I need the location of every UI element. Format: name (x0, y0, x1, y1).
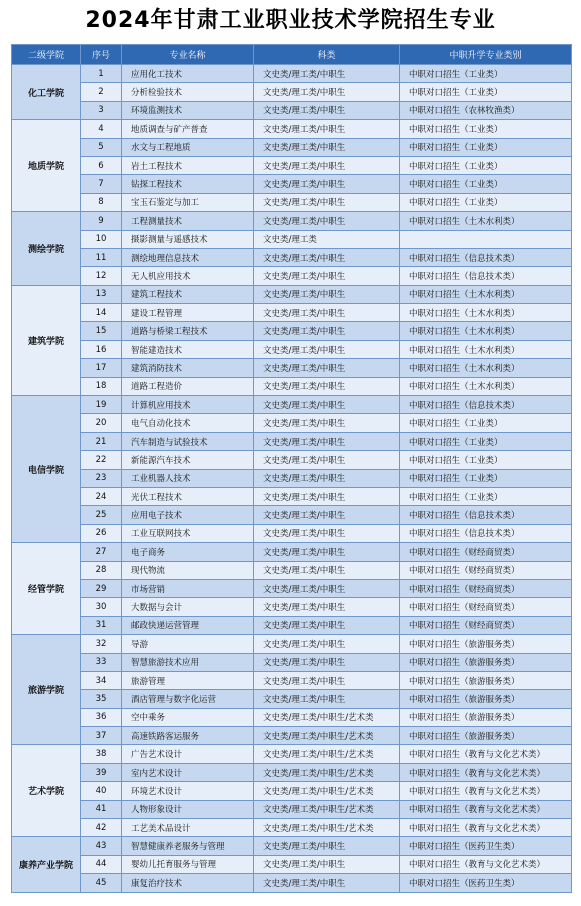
vocational-type: 中职对口招生（教育与文化艺术类） (400, 763, 572, 781)
vocational-type: 中职对口招生（工业类） (400, 451, 572, 469)
table-row (12, 800, 572, 818)
table-row (12, 487, 572, 505)
major-name: 智慧健康养老服务与管理 (122, 837, 254, 855)
major-name: 应用化工技术 (122, 65, 254, 83)
vocational-type: 中职对口招生（土木水利类） (400, 377, 572, 395)
major-name: 人物形象设计 (122, 800, 254, 818)
category: 文史类/理工类/中职生 (254, 579, 400, 597)
major-name: 市场营销 (122, 579, 254, 597)
row-number: 18 (81, 377, 122, 395)
row-number: 29 (81, 579, 122, 597)
header-vocational-type: 中职升学专业类别 (400, 45, 572, 65)
vocational-type: 中职对口招生（工业类） (400, 83, 572, 101)
table-row (12, 745, 572, 763)
table-row (12, 120, 572, 138)
table-row (12, 708, 572, 726)
row-number: 8 (81, 193, 122, 211)
category: 文史类/理工类/中职生 (254, 65, 400, 83)
category: 文史类/理工类/中职生 (254, 396, 400, 414)
table-row (12, 506, 572, 524)
category: 文史类/理工类/中职生 (254, 414, 400, 432)
vocational-type: 中职对口招生（旅游服务类） (400, 727, 572, 745)
college-cell: 测绘学院 (12, 212, 81, 286)
row-number: 35 (81, 690, 122, 708)
row-number: 7 (81, 175, 122, 193)
table-row (12, 579, 572, 597)
category: 文史类/理工类/中职生 (254, 635, 400, 653)
table-row (12, 230, 572, 248)
table-row (12, 414, 572, 432)
row-number: 41 (81, 800, 122, 818)
vocational-type: 中职对口招生（土木水利类） (400, 359, 572, 377)
vocational-type: 中职对口招生（医药卫生类） (400, 874, 572, 892)
major-name: 建筑消防技术 (122, 359, 254, 377)
vocational-type: 中职对口招生（财经商贸类） (400, 598, 572, 616)
table-row (12, 65, 572, 83)
row-number: 27 (81, 543, 122, 561)
vocational-type: 中职对口招生（工业类） (400, 138, 572, 156)
table-body (12, 65, 572, 893)
vocational-type: 中职对口招生（教育与文化艺术类） (400, 855, 572, 873)
header-major: 专业名称 (122, 45, 254, 65)
category: 文史类/理工类/中职生 (254, 671, 400, 689)
vocational-type: 中职对口招生（教育与文化艺术类） (400, 745, 572, 763)
category: 文史类/理工类/中职生 (254, 193, 400, 211)
row-number: 38 (81, 745, 122, 763)
vocational-type: 中职对口招生（财经商贸类） (400, 543, 572, 561)
college-cell: 康养产业学院 (12, 837, 81, 892)
vocational-type: 中职对口招生（信息技术类） (400, 248, 572, 266)
category: 文史类/理工类/中职生 (254, 267, 400, 285)
vocational-type: 中职对口招生（旅游服务类） (400, 708, 572, 726)
category: 文史类/理工类/中职生 (254, 616, 400, 634)
category: 文史类/理工类/中职生 (254, 101, 400, 119)
table-row (12, 598, 572, 616)
row-number: 23 (81, 469, 122, 487)
vocational-type: 中职对口招生（土木水利类） (400, 304, 572, 322)
row-number: 21 (81, 432, 122, 450)
table-row (12, 855, 572, 873)
category: 文史类/理工类/中职生 (254, 156, 400, 174)
table-row (12, 101, 572, 119)
major-name: 室内艺术设计 (122, 763, 254, 781)
table-row (12, 175, 572, 193)
category: 文史类/理工类/中职生 (254, 653, 400, 671)
vocational-type: 中职对口招生（农林牧渔类） (400, 101, 572, 119)
row-number: 9 (81, 212, 122, 230)
header-category: 科类 (254, 45, 400, 65)
college-cell: 化工学院 (12, 65, 81, 120)
major-name: 广告艺术设计 (122, 745, 254, 763)
vocational-type: 中职对口招生（旅游服务类） (400, 671, 572, 689)
row-number: 25 (81, 506, 122, 524)
category: 文史类/理工类/中职生 (254, 855, 400, 873)
vocational-type: 中职对口招生（工业类） (400, 65, 572, 83)
majors-table (11, 44, 572, 893)
table-row (12, 543, 572, 561)
major-name: 电子商务 (122, 543, 254, 561)
row-number: 28 (81, 561, 122, 579)
category: 文史类/理工类/中职生 (254, 690, 400, 708)
major-name: 道路与桥梁工程技术 (122, 322, 254, 340)
category: 文史类/理工类/中职生/艺术类 (254, 708, 400, 726)
major-name: 邮政快递运营管理 (122, 616, 254, 634)
major-name: 岩土工程技术 (122, 156, 254, 174)
major-name: 计算机应用技术 (122, 396, 254, 414)
major-name: 地质调查与矿产普查 (122, 120, 254, 138)
vocational-type: 中职对口招生（工业类） (400, 414, 572, 432)
row-number: 5 (81, 138, 122, 156)
table-row (12, 396, 572, 414)
row-number: 30 (81, 598, 122, 616)
category: 文史类/理工类/中职生 (254, 432, 400, 450)
vocational-type: 中职对口招生（信息技术类） (400, 506, 572, 524)
table-header-row (12, 45, 572, 65)
table-row (12, 322, 572, 340)
row-number: 17 (81, 359, 122, 377)
table-row (12, 304, 572, 322)
table-row (12, 469, 572, 487)
table-row (12, 248, 572, 266)
major-name: 汽车制造与试验技术 (122, 432, 254, 450)
table-row (12, 635, 572, 653)
category: 文史类/理工类/中职生 (254, 377, 400, 395)
major-name: 宝玉石鉴定与加工 (122, 193, 254, 211)
vocational-type: 中职对口招生（土木水利类） (400, 322, 572, 340)
college-cell: 建筑学院 (12, 285, 81, 395)
major-name: 工业机器人技术 (122, 469, 254, 487)
major-name: 光伏工程技术 (122, 487, 254, 505)
major-name: 工程测量技术 (122, 212, 254, 230)
major-name: 智能建造技术 (122, 340, 254, 358)
row-number: 32 (81, 635, 122, 653)
college-cell: 艺术学院 (12, 745, 81, 837)
category: 文史类/理工类/中职生 (254, 322, 400, 340)
college-cell: 地质学院 (12, 120, 81, 212)
college-cell: 旅游学院 (12, 635, 81, 745)
vocational-type: 中职对口招生（财经商贸类） (400, 561, 572, 579)
major-name: 环境艺术设计 (122, 782, 254, 800)
vocational-type: 中职对口招生（工业类） (400, 156, 572, 174)
major-name: 智慧旅游技术应用 (122, 653, 254, 671)
major-name: 婴幼儿托育服务与管理 (122, 855, 254, 873)
row-number: 44 (81, 855, 122, 873)
major-name: 分析检验技术 (122, 83, 254, 101)
table-row (12, 616, 572, 634)
college-cell: 经管学院 (12, 543, 81, 635)
row-number: 14 (81, 304, 122, 322)
major-name: 旅游管理 (122, 671, 254, 689)
header-college: 二级学院 (12, 45, 81, 65)
row-number: 6 (81, 156, 122, 174)
vocational-type: 中职对口招生（旅游服务类） (400, 653, 572, 671)
major-name: 测绘地理信息技术 (122, 248, 254, 266)
category: 文史类/理工类 (254, 230, 400, 248)
vocational-type: 中职对口招生（工业类） (400, 120, 572, 138)
category: 文史类/理工类/中职生 (254, 304, 400, 322)
major-name: 现代物流 (122, 561, 254, 579)
page-title: 2024年甘肃工业职业技术学院招生专业 (85, 8, 496, 33)
category: 文史类/理工类/中职生 (254, 248, 400, 266)
table-row (12, 671, 572, 689)
major-name: 工艺美术品设计 (122, 819, 254, 837)
category: 文史类/理工类/中职生 (254, 451, 400, 469)
table-row (12, 727, 572, 745)
major-name: 电气自动化技术 (122, 414, 254, 432)
table-row (12, 83, 572, 101)
vocational-type: 中职对口招生（信息技术类） (400, 396, 572, 414)
row-number: 39 (81, 763, 122, 781)
table-row (12, 432, 572, 450)
major-name: 康复治疗技术 (122, 874, 254, 892)
major-name: 酒店管理与数字化运营 (122, 690, 254, 708)
category: 文史类/理工类/中职生 (254, 138, 400, 156)
header-number: 序号 (81, 45, 122, 65)
vocational-type: 中职对口招生（工业类） (400, 487, 572, 505)
table-row (12, 874, 572, 892)
category: 文史类/理工类/中职生 (254, 874, 400, 892)
category: 文史类/理工类/中职生/艺术类 (254, 727, 400, 745)
vocational-type: 中职对口招生（土木水利类） (400, 212, 572, 230)
row-number: 12 (81, 267, 122, 285)
table-row (12, 138, 572, 156)
row-number: 13 (81, 285, 122, 303)
major-name: 大数据与会计 (122, 598, 254, 616)
category: 文史类/理工类/中职生/艺术类 (254, 782, 400, 800)
table-row (12, 837, 572, 855)
row-number: 26 (81, 524, 122, 542)
major-name: 导游 (122, 635, 254, 653)
row-number: 19 (81, 396, 122, 414)
table-row (12, 193, 572, 211)
vocational-type: 中职对口招生（工业类） (400, 193, 572, 211)
vocational-type: 中职对口招生（教育与文化艺术类） (400, 782, 572, 800)
row-number: 40 (81, 782, 122, 800)
vocational-type: 中职对口招生（工业类） (400, 432, 572, 450)
table-row (12, 359, 572, 377)
row-number: 10 (81, 230, 122, 248)
category: 文史类/理工类/中职生 (254, 598, 400, 616)
table-row (12, 451, 572, 469)
category: 文史类/理工类/中职生 (254, 561, 400, 579)
table-row (12, 285, 572, 303)
row-number: 15 (81, 322, 122, 340)
row-number: 42 (81, 819, 122, 837)
table-row (12, 690, 572, 708)
table-row (12, 763, 572, 781)
college-cell: 电信学院 (12, 396, 81, 543)
major-name: 新能源汽车技术 (122, 451, 254, 469)
major-name: 道路工程造价 (122, 377, 254, 395)
category: 文史类/理工类/中职生 (254, 175, 400, 193)
major-name: 建设工程管理 (122, 304, 254, 322)
table-row (12, 653, 572, 671)
category: 文史类/理工类/中职生 (254, 340, 400, 358)
major-name: 工业互联网技术 (122, 524, 254, 542)
vocational-type: 中职对口招生（医药卫生类） (400, 837, 572, 855)
row-number: 4 (81, 120, 122, 138)
table-row (12, 782, 572, 800)
major-name: 摄影测量与遥感技术 (122, 230, 254, 248)
row-number: 16 (81, 340, 122, 358)
row-number: 31 (81, 616, 122, 634)
category: 文史类/理工类/中职生 (254, 212, 400, 230)
row-number: 20 (81, 414, 122, 432)
vocational-type (400, 230, 572, 248)
major-name: 空中乘务 (122, 708, 254, 726)
row-number: 22 (81, 451, 122, 469)
table-row (12, 524, 572, 542)
row-number: 45 (81, 874, 122, 892)
table-row (12, 377, 572, 395)
row-number: 33 (81, 653, 122, 671)
category: 文史类/理工类/中职生 (254, 120, 400, 138)
vocational-type: 中职对口招生（工业类） (400, 175, 572, 193)
row-number: 36 (81, 708, 122, 726)
category: 文史类/理工类/中职生 (254, 469, 400, 487)
category: 文史类/理工类/中职生 (254, 506, 400, 524)
row-number: 2 (81, 83, 122, 101)
table-row (12, 819, 572, 837)
category: 文史类/理工类/中职生 (254, 487, 400, 505)
table-row (12, 267, 572, 285)
major-name: 高速铁路客运服务 (122, 727, 254, 745)
vocational-type: 中职对口招生（财经商贸类） (400, 616, 572, 634)
category: 文史类/理工类/中职生 (254, 524, 400, 542)
vocational-type: 中职对口招生（工业类） (400, 469, 572, 487)
major-name: 水文与工程地质 (122, 138, 254, 156)
row-number: 11 (81, 248, 122, 266)
category: 文史类/理工类/中职生 (254, 83, 400, 101)
major-name: 建筑工程技术 (122, 285, 254, 303)
category: 文史类/理工类/中职生/艺术类 (254, 763, 400, 781)
category: 文史类/理工类/中职生 (254, 359, 400, 377)
vocational-type: 中职对口招生（财经商贸类） (400, 579, 572, 597)
vocational-type: 中职对口招生（土木水利类） (400, 285, 572, 303)
major-name: 环境监测技术 (122, 101, 254, 119)
category: 文史类/理工类/中职生 (254, 837, 400, 855)
vocational-type: 中职对口招生（土木水利类） (400, 340, 572, 358)
table-row (12, 212, 572, 230)
major-name: 无人机应用技术 (122, 267, 254, 285)
row-number: 37 (81, 727, 122, 745)
category: 文史类/理工类/中职生/艺术类 (254, 745, 400, 763)
vocational-type: 中职对口招生（教育与文化艺术类） (400, 800, 572, 818)
major-name: 应用电子技术 (122, 506, 254, 524)
row-number: 34 (81, 671, 122, 689)
vocational-type: 中职对口招生（信息技术类） (400, 524, 572, 542)
category: 文史类/理工类/中职生 (254, 543, 400, 561)
category: 文史类/理工类/中职生/艺术类 (254, 800, 400, 818)
table-row (12, 340, 572, 358)
row-number: 24 (81, 487, 122, 505)
vocational-type: 中职对口招生（旅游服务类） (400, 690, 572, 708)
category: 文史类/理工类/中职生 (254, 285, 400, 303)
vocational-type: 中职对口招生（教育与文化艺术类） (400, 819, 572, 837)
major-name: 钻探工程技术 (122, 175, 254, 193)
table-row (12, 156, 572, 174)
row-number: 3 (81, 101, 122, 119)
row-number: 43 (81, 837, 122, 855)
category: 文史类/理工类/中职生/艺术类 (254, 819, 400, 837)
vocational-type: 中职对口招生（旅游服务类） (400, 635, 572, 653)
row-number: 1 (81, 65, 122, 83)
vocational-type: 中职对口招生（信息技术类） (400, 267, 572, 285)
table-row (12, 561, 572, 579)
